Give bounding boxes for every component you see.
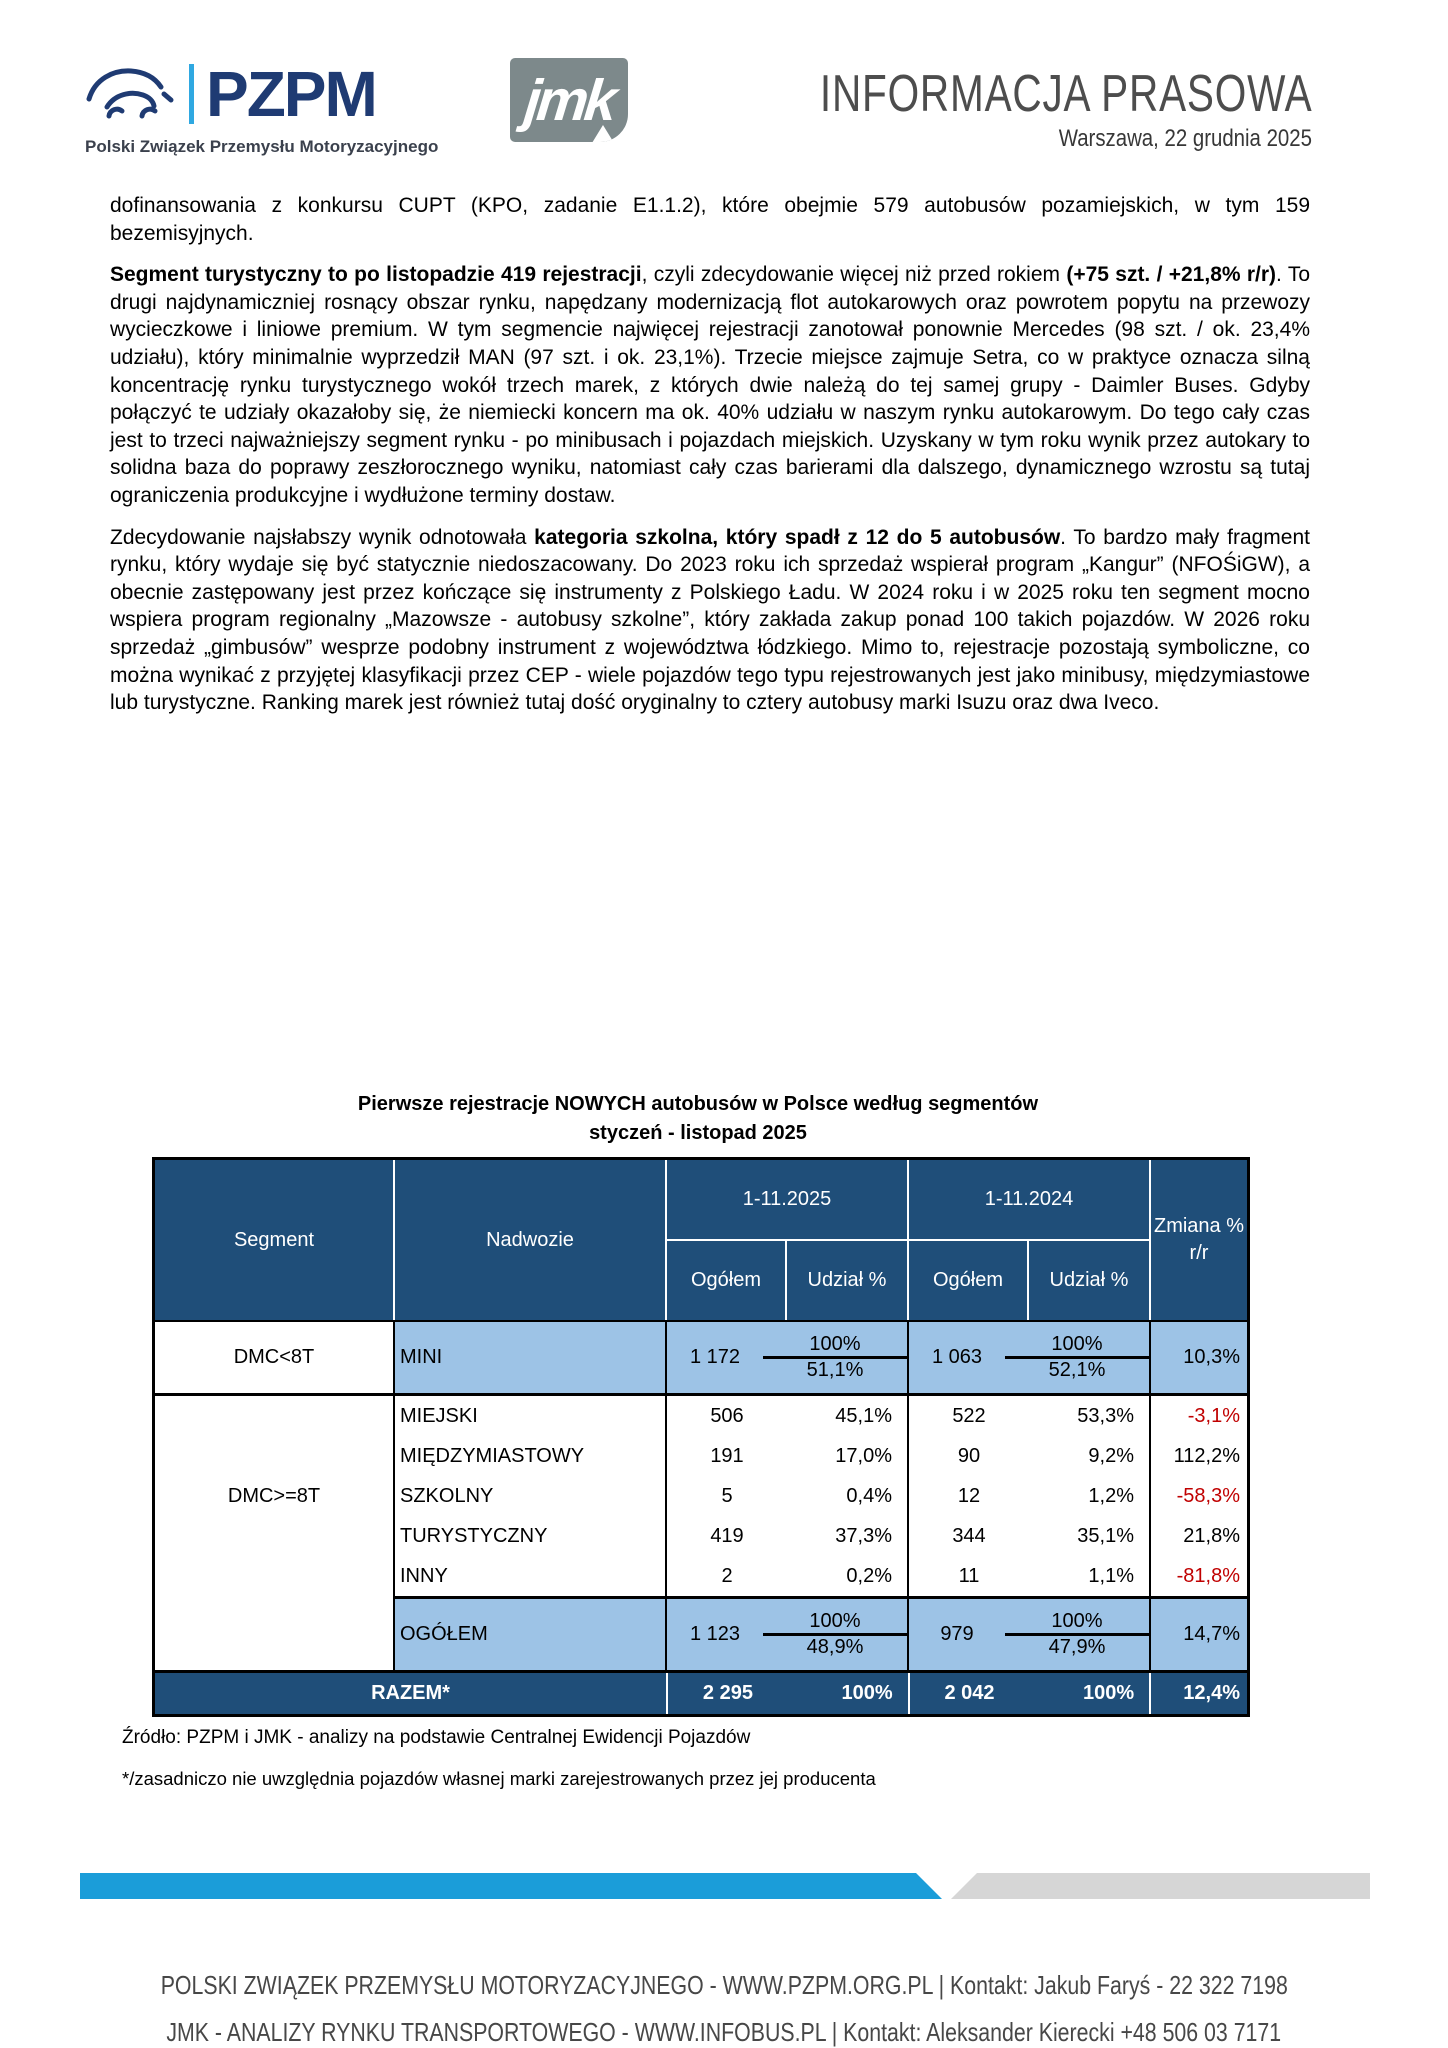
period-2025-cell: [667, 1476, 909, 1516]
table-row: [395, 1436, 1247, 1476]
share-value: 45,1%: [835, 1404, 892, 1427]
header-nadwozie: Nadwozie: [395, 1160, 667, 1320]
nadwozie-cell: TURYSTYCZNY: [395, 1516, 667, 1556]
header-period-2024-subs: [909, 1241, 1149, 1320]
header-period-2025: [667, 1160, 909, 1320]
table-section: [122, 1090, 1292, 1790]
total-value: 12: [957, 1484, 981, 1507]
total-value: 2: [721, 1564, 733, 1587]
table-row: [395, 1396, 1247, 1436]
change-value: 21,8%: [1183, 1524, 1240, 1547]
footer-line-jmk: [0, 2009, 1448, 2048]
jmk-logo: [510, 58, 628, 142]
share-bottom: 51,1%: [806, 1359, 864, 1381]
period-2025-cell: [667, 1436, 909, 1476]
total-value: 2 295: [702, 1682, 753, 1704]
pzpm-wordmark: PZPM: [206, 58, 376, 130]
share-value: 53,3%: [1077, 1404, 1134, 1427]
share-value: 1,2%: [1088, 1484, 1134, 1507]
paragraph: [110, 192, 1310, 247]
page-title: [681, 66, 1312, 123]
footer-bar-blue: [80, 1873, 942, 1899]
header-ogolem-2025: Ogółem: [667, 1241, 787, 1320]
header-ogolem-2024: Ogółem: [909, 1241, 1029, 1320]
table-row-ogolem: [395, 1596, 1247, 1670]
pzpm-logo-top: [85, 54, 438, 134]
header-zmiana: [1151, 1160, 1247, 1320]
share-value: 1,1%: [1088, 1564, 1134, 1587]
text-run: (+75 szt. / +21,8% r/r): [1066, 263, 1277, 287]
header-udzial-2024: Udział %: [1049, 1269, 1129, 1291]
pzpm-logo: [85, 54, 438, 157]
nadwozie-cell: MIĘDZYMIASTOWY: [395, 1436, 667, 1476]
total-value: 979: [940, 1623, 974, 1645]
jmk-logo-notch: [592, 125, 614, 142]
share-fraction: [763, 1610, 907, 1659]
period-2024-cell: [909, 1322, 1151, 1393]
period-2024-cell: [910, 1673, 1152, 1714]
car-sketch-icon: [85, 63, 177, 125]
share-value: 100%: [841, 1682, 893, 1704]
header-period-2024-label: 1-11.2024: [909, 1160, 1149, 1241]
table-header: [155, 1160, 1247, 1322]
footer-line-jmk-text: JMK - ANALIZY RYNKU TRANSPORTOWEGO - WWW.INFOBUS.PL | Kontakt: Aleksander Kierecki +48 506 03 7171: [166, 2017, 1282, 2047]
footer-bar: [80, 1873, 1370, 1899]
period-2025-cell: [668, 1673, 910, 1714]
period-2024-cell: [909, 1476, 1151, 1516]
text-run: kategoria szkolna, który spadł z 12 do 5 autobusów: [534, 525, 1061, 549]
text-run: . To bardzo mały fragment rynku, który wydaje się być statycznie niedoszacowany. Do 2023 roku ich sprzedaż wspierał program „Kangur” (NFOŚiGW), a obecnie zastępowany jest przez kończące się instrumenty z Polskiego Ładu. W 2024 roku i w 2025 roku ten segment mocno wspiera program regionalny „Mazowsze - autobusy szkolne”, który zakłada zakup ponad 100 takich pojazdów. W 2026 roku sprzedaż „gimbusów” wesprze podobny instrument z województwa łódzkiego. Mimo to, rejestracje pozostają symboliczne, co można wynikać z przyjętej klasyfikacji przez CEP - wiele pojazdów tego typu rejestrowanych jest jako minibusy, międzymiastowe lub turystyczne. Ranking marek jest również tutaj dość oryginalny to cztery autobusy marki Isuzu oraz dwa Iveco.: [110, 525, 1310, 715]
paragraph: [110, 261, 1310, 509]
table-row: [395, 1556, 1247, 1596]
share-top: 100%: [763, 1333, 907, 1359]
share-value: 17,0%: [835, 1444, 892, 1467]
total-value: 11: [958, 1564, 980, 1587]
total-value: 419: [710, 1524, 744, 1547]
text-run: , czyli zdecydowanie więcej niż przed rokiem: [641, 263, 1067, 287]
footnote-note: */zasadniczo nie uwzględnia pojazdów własnej marki zarejestrowanych przez jej producenta: [122, 1768, 876, 1789]
total-value: 90: [957, 1444, 981, 1467]
nadwozie-cell: INNY: [395, 1556, 667, 1596]
period-2025-cell: [667, 1599, 909, 1670]
total-value: 522: [952, 1404, 986, 1427]
dateline: [681, 125, 1312, 153]
total-value: 2 042: [944, 1682, 995, 1704]
page-title-text: INFORMACJA PRASOWA: [819, 65, 1312, 123]
segments-table: [152, 1157, 1250, 1717]
table-title-line2: styczeń - listopad 2025: [589, 1122, 807, 1144]
nadwozie-cell: MIEJSKI: [395, 1396, 667, 1436]
table-title: [152, 1090, 1244, 1148]
footer-line-pzpm-text: POLSKI ZWIĄZEK PRZEMYSŁU MOTORYZACYJNEGO - WWW.PZPM.ORG.PL | Kontakt: Jakub Faryś - 22 322 7198: [160, 1970, 1288, 2000]
share-value: 37,3%: [835, 1524, 892, 1547]
period-2024-cell: [909, 1599, 1151, 1670]
pzpm-divider-bar: [189, 64, 194, 124]
period-2025-cell: [667, 1322, 909, 1393]
text-run: Segment turystyczny to po listopadzie 419 rejestracji: [110, 263, 642, 287]
period-2024-cell: [909, 1436, 1151, 1476]
source-note: Źródło: PZPM i JMK - analizy na podstawie Centralnej Ewidencji Pojazdów: [122, 1727, 751, 1748]
header-segment: Segment: [155, 1160, 395, 1320]
share-top: 100%: [1005, 1333, 1149, 1359]
header-zmiana-line2: r/r: [1189, 1242, 1209, 1264]
share-bottom: 52,1%: [1048, 1359, 1106, 1381]
total-value: 5: [721, 1484, 733, 1507]
header-period-2025-label: 1-11.2025: [667, 1160, 907, 1241]
period-2024-cell: [909, 1556, 1151, 1596]
share-fraction: [1005, 1333, 1149, 1382]
header-period-2025-subs: [667, 1241, 907, 1320]
logo-row: [85, 54, 628, 157]
table-group-dmc8t: [155, 1396, 1247, 1670]
period-2025-cell: [667, 1516, 909, 1556]
share-fraction: [1005, 1610, 1149, 1659]
segment-cell: DMC<8T: [155, 1322, 395, 1393]
change-value: 10,3%: [1151, 1322, 1247, 1393]
dateline-text: Warszawa, 22 grudnia 2025: [1058, 125, 1312, 153]
share-bottom: 48,9%: [806, 1636, 864, 1658]
share-fraction: [763, 1333, 907, 1382]
change-value: -3,1%: [1187, 1404, 1240, 1427]
table-row-mini: [155, 1322, 1247, 1396]
total-value: 1 123: [689, 1623, 741, 1645]
share-value: 0,2%: [846, 1564, 892, 1587]
pzpm-subtitle: Polski Związek Przemysłu Motoryzacyjnego: [85, 137, 439, 156]
total-value: 1 063: [931, 1346, 983, 1368]
total-value: 344: [952, 1524, 986, 1547]
text-run: Zdecydowanie najsłabszy wynik odnotowała: [110, 525, 535, 549]
period-2025-cell: [667, 1556, 909, 1596]
nadwozie-cell: MINI: [395, 1322, 667, 1393]
share-bottom: 47,9%: [1048, 1636, 1106, 1658]
masthead: [681, 66, 1312, 153]
table-title-line1: Pierwsze rejestracje NOWYCH autobusów w Polsce według segmentów: [357, 1093, 1039, 1115]
header-udzial-2025: Udział %: [807, 1269, 887, 1291]
group-rows: [395, 1396, 1247, 1670]
nadwozie-cell: SZKOLNY: [395, 1476, 667, 1516]
period-2025-cell: [667, 1396, 909, 1436]
footer-line-pzpm: [0, 1962, 1448, 2009]
change-value: -81,8%: [1176, 1564, 1240, 1587]
body-paragraphs: [110, 192, 1310, 731]
table-body: [155, 1322, 1247, 1714]
change-value: 14,7%: [1151, 1599, 1247, 1670]
jmk-wordmark: jmk: [521, 67, 617, 133]
razem-label: RAZEM*: [155, 1673, 668, 1714]
change-value: 112,2%: [1173, 1444, 1240, 1467]
share-value: 35,1%: [1077, 1524, 1134, 1547]
paragraph: [110, 524, 1310, 717]
share-top: 100%: [763, 1610, 907, 1636]
text-run: dofinansowania z konkursu CUPT (KPO, zadanie E1.1.2), które obejmie 579 autobusów pozamiejskich, w tym 159 bezemisyjnych.: [110, 194, 1310, 245]
footer-bar-gray: [951, 1873, 1370, 1899]
share-value: 0,4%: [846, 1484, 892, 1507]
change-value: -58,3%: [1176, 1484, 1240, 1507]
period-2024-cell: [909, 1516, 1151, 1556]
total-value: 1 172: [689, 1346, 741, 1368]
footer-contacts: [0, 1962, 1448, 2048]
header-period-2024: [909, 1160, 1151, 1320]
share-value: 100%: [1083, 1682, 1135, 1704]
period-2024-cell: [909, 1396, 1151, 1436]
table-row-razem: [155, 1670, 1247, 1714]
text-run: . To drugi najdynamiczniej rosnący obszar rynku, napędzany modernizacją flot autokarowych oraz powrotem popytu na przewozy wycieczkowe i liniowe premium. W tym segmencie najwięcej rejestracji zanotował ponownie Mercedes (98 szt. / ok. 23,4% udziału), który minimalnie wyprzedził MAN (97 szt. i ok. 23,1%). Trzecie miejsce zajmuje Setra, co w praktyce oznacza silną koncentrację rynku turystycznego wokół trzech marek, z których dwie należą do tej samej grupy - Daimler Buses. Gdyby połączyć te udziały okazałoby się, że niemiecki koncern ma ok. 40% udziału w naszym rynku autokarowym. Do tego cały czas jest to trzeci najważniejszy segment rynku - po minibusach i pojazdach miejskich. Uzyskany w tym roku wynik przez autokary to solidna baza do poprawy zeszłorocznego wyniku, natomiast cały czas barierami dla dalszego, dynamicznego wzrostu są tutaj ograniczenia produkcyjne i wydłużone terminy dostaw.: [110, 263, 1311, 507]
total-value: 191: [710, 1444, 744, 1467]
total-value: 506: [710, 1404, 744, 1427]
share-value: 9,2%: [1088, 1444, 1134, 1467]
change-value: 12,4%: [1183, 1682, 1240, 1704]
nadwozie-cell: OGÓŁEM: [395, 1599, 667, 1670]
segment-cell: DMC>=8T: [155, 1396, 395, 1670]
header-zmiana-line1: Zmiana %: [1153, 1215, 1245, 1237]
share-top: 100%: [1005, 1610, 1149, 1636]
table-row: [395, 1516, 1247, 1556]
table-row: [395, 1476, 1247, 1516]
